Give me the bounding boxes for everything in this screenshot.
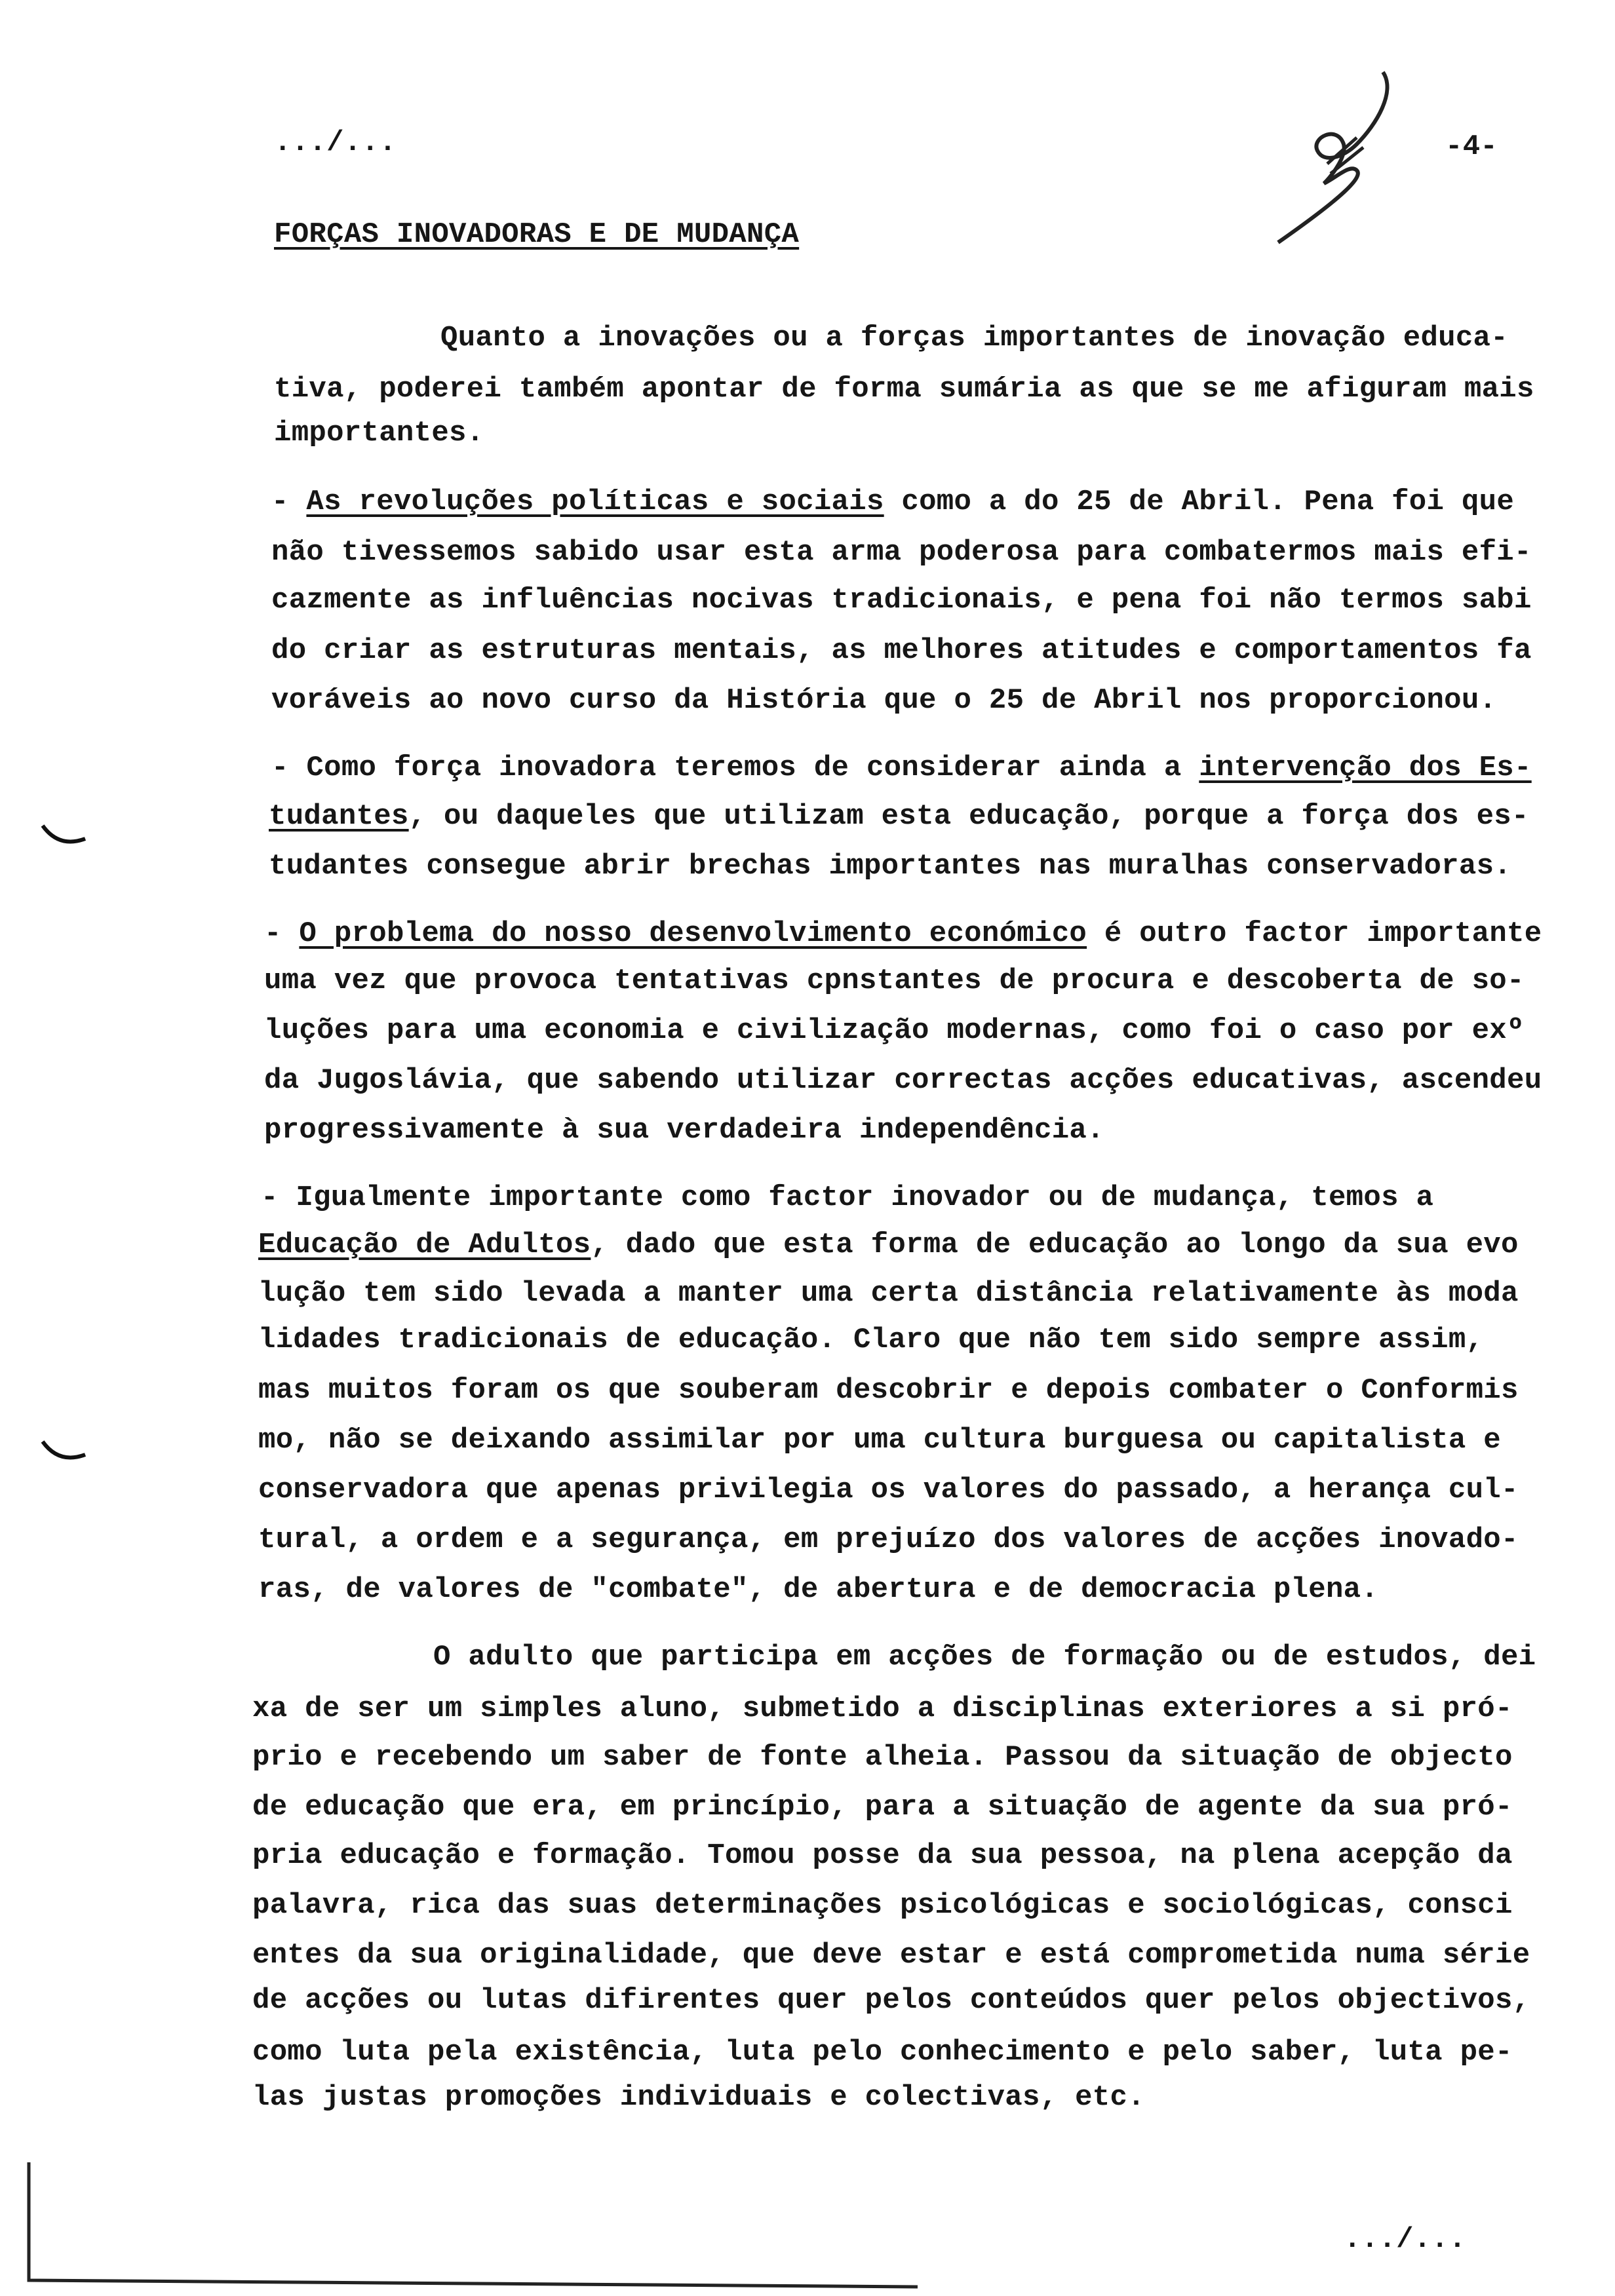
text-segment: lução tem sido levada a manter uma certa distância relativamente às moda xyxy=(258,1277,1519,1310)
text-segment: mas muitos foram os que souberam descobrir e depois combater o Conformis xyxy=(258,1374,1519,1407)
signature xyxy=(1265,66,1422,249)
text-segment: voráveis ao novo curso da História que o 25 de Abril nos proporcionou. xyxy=(271,684,1497,717)
text-segment: pria educação e formação. Tomou posse da sua pessoa, na plena acepção da xyxy=(252,1839,1513,1872)
text-segment: ras, de valores de "combate", de abertura e de democracia plena. xyxy=(258,1573,1379,1606)
text-segment: uma vez que provoca tentativas cpnstantes de procura e descoberta de so- xyxy=(264,965,1525,997)
text-segment: tural, a ordem e a segurança, em prejuízo dos valores de acções inovado- xyxy=(258,1523,1519,1556)
text-segment: de educação que era, em princípio, para a situação de agente da sua pró- xyxy=(252,1791,1513,1824)
text-segment: luções para uma economia e civilização modernas, como foi o caso por exº xyxy=(264,1014,1525,1047)
text-segment: , ou daqueles que utilizam esta educação, porque a força dos es- xyxy=(408,800,1529,833)
text-segment: não tivessemos sabido usar esta arma poderosa para combatermos mais efi- xyxy=(271,536,1532,569)
text-line xyxy=(252,2034,1513,2071)
text-segment: de acções ou lutas difirentes quer pelos conteúdos quer pelos objectivos, xyxy=(252,1984,1530,2017)
text-line xyxy=(252,1982,1530,2019)
text-line xyxy=(264,1112,1104,1149)
text-segment: xa de ser um simples aluno, submetido a disciplinas exteriores a si pró- xyxy=(252,1693,1513,1725)
text-line xyxy=(271,484,1514,520)
text-line xyxy=(269,798,1529,835)
text-segment: las justas promoções individuais e colectivas, etc. xyxy=(252,2081,1145,2114)
text-line xyxy=(252,1937,1530,1974)
header-continuation: .../... xyxy=(274,126,397,159)
text-line xyxy=(269,848,1511,885)
text-segment: , dado que esta forma de educação ao longo da sua evo xyxy=(591,1229,1519,1261)
text-segment: entes da sua originalidade, que deve estar e está comprometida numa série xyxy=(252,1939,1530,1972)
text-line xyxy=(258,1275,1519,1312)
underlined-phrase: As revoluções políticas e sociais xyxy=(306,486,884,518)
text-line xyxy=(252,1691,1513,1727)
text-segment: Quanto a inovações ou a forças importantes de inovação educa- xyxy=(440,322,1508,354)
text-line xyxy=(264,1012,1525,1049)
text-segment: palavra, rica das suas determinações psicológicas e sociológicas, consci xyxy=(252,1889,1513,1922)
text-line xyxy=(271,582,1532,619)
margin-mark xyxy=(39,1435,92,1474)
text-line xyxy=(252,1789,1513,1826)
text-line xyxy=(264,1062,1542,1099)
text-segment: conservadora que apenas privilegia os valores do passado, a herança cul- xyxy=(258,1474,1519,1506)
underlined-phrase: O problema do nosso desenvolvimento económico xyxy=(299,917,1087,950)
text-line xyxy=(258,1472,1519,1508)
text-line xyxy=(271,534,1532,571)
underlined-phrase: intervenção dos Es- xyxy=(1199,752,1532,784)
text-segment: prio e recebendo um saber de fonte alheia. Passou da situação de objecto xyxy=(252,1741,1513,1774)
text-line xyxy=(264,915,1542,952)
text-segment: O adulto que participa em acções de formação ou de estudos, dei xyxy=(433,1641,1536,1674)
text-line xyxy=(271,632,1532,669)
text-segment: progressivamente à sua verdadeira independência. xyxy=(264,1114,1104,1147)
text-line xyxy=(258,1521,1519,1558)
text-segment: tiva, poderei também apontar de forma sumária as que se me afiguram mais xyxy=(274,373,1534,406)
text-line xyxy=(264,963,1525,999)
text-segment: importantes. xyxy=(274,417,484,450)
text-segment: - xyxy=(271,486,307,518)
text-segment: cazmente as influências nocivas tradicionais, e pena foi não termos sabi xyxy=(271,584,1532,617)
text-line xyxy=(433,1639,1536,1675)
text-segment: da Jugoslávia, que sabendo utilizar correctas acções educativas, ascendeu xyxy=(264,1064,1542,1097)
margin-mark xyxy=(39,819,92,858)
text-line xyxy=(440,320,1508,356)
text-line xyxy=(258,1422,1501,1459)
text-segment: tudantes consegue abrir brechas importantes nas muralhas conservadoras. xyxy=(269,850,1512,883)
text-segment: mo, não se deixando assimilar por uma cultura burguesa ou capitalista e xyxy=(258,1424,1502,1457)
text-line xyxy=(271,750,1532,786)
text-segment: é outro factor importante xyxy=(1087,917,1542,950)
text-line xyxy=(258,1372,1519,1409)
text-segment: - Como força inovadora teremos de considerar ainda a xyxy=(271,752,1199,784)
text-line xyxy=(252,1739,1513,1776)
text-segment: lidades tradicionais de educação. Claro que não tem sido sempre assim, xyxy=(258,1324,1484,1356)
section-title: FORÇAS INOVADORAS E DE MUDANÇA xyxy=(274,218,800,251)
text-segment: como a do 25 de Abril. Pena foi que xyxy=(884,486,1515,518)
text-segment: - Igualmente importante como factor inovador ou de mudança, temos a xyxy=(261,1181,1434,1214)
text-line xyxy=(252,2079,1145,2116)
text-line xyxy=(258,1571,1378,1608)
text-line xyxy=(258,1227,1519,1263)
text-line xyxy=(274,415,484,451)
underlined-phrase: tudantes xyxy=(269,800,409,833)
text-line xyxy=(252,1887,1513,1924)
text-segment: como luta pela existência, luta pelo conhecimento e pelo saber, luta pe- xyxy=(252,2036,1513,2069)
text-segment: - xyxy=(264,917,300,950)
text-line xyxy=(261,1179,1433,1216)
text-line xyxy=(274,371,1534,408)
footer-continuation: .../... xyxy=(1344,2223,1466,2256)
text-line xyxy=(252,1837,1513,1874)
text-line xyxy=(258,1322,1483,1358)
text-line xyxy=(271,682,1496,719)
page-number: -4- xyxy=(1445,130,1498,163)
scan-edge xyxy=(0,2149,1615,2296)
text-segment: do criar as estruturas mentais, as melhores atitudes e comportamentos fa xyxy=(271,634,1532,667)
underlined-phrase: Educação de Adultos xyxy=(258,1229,591,1261)
